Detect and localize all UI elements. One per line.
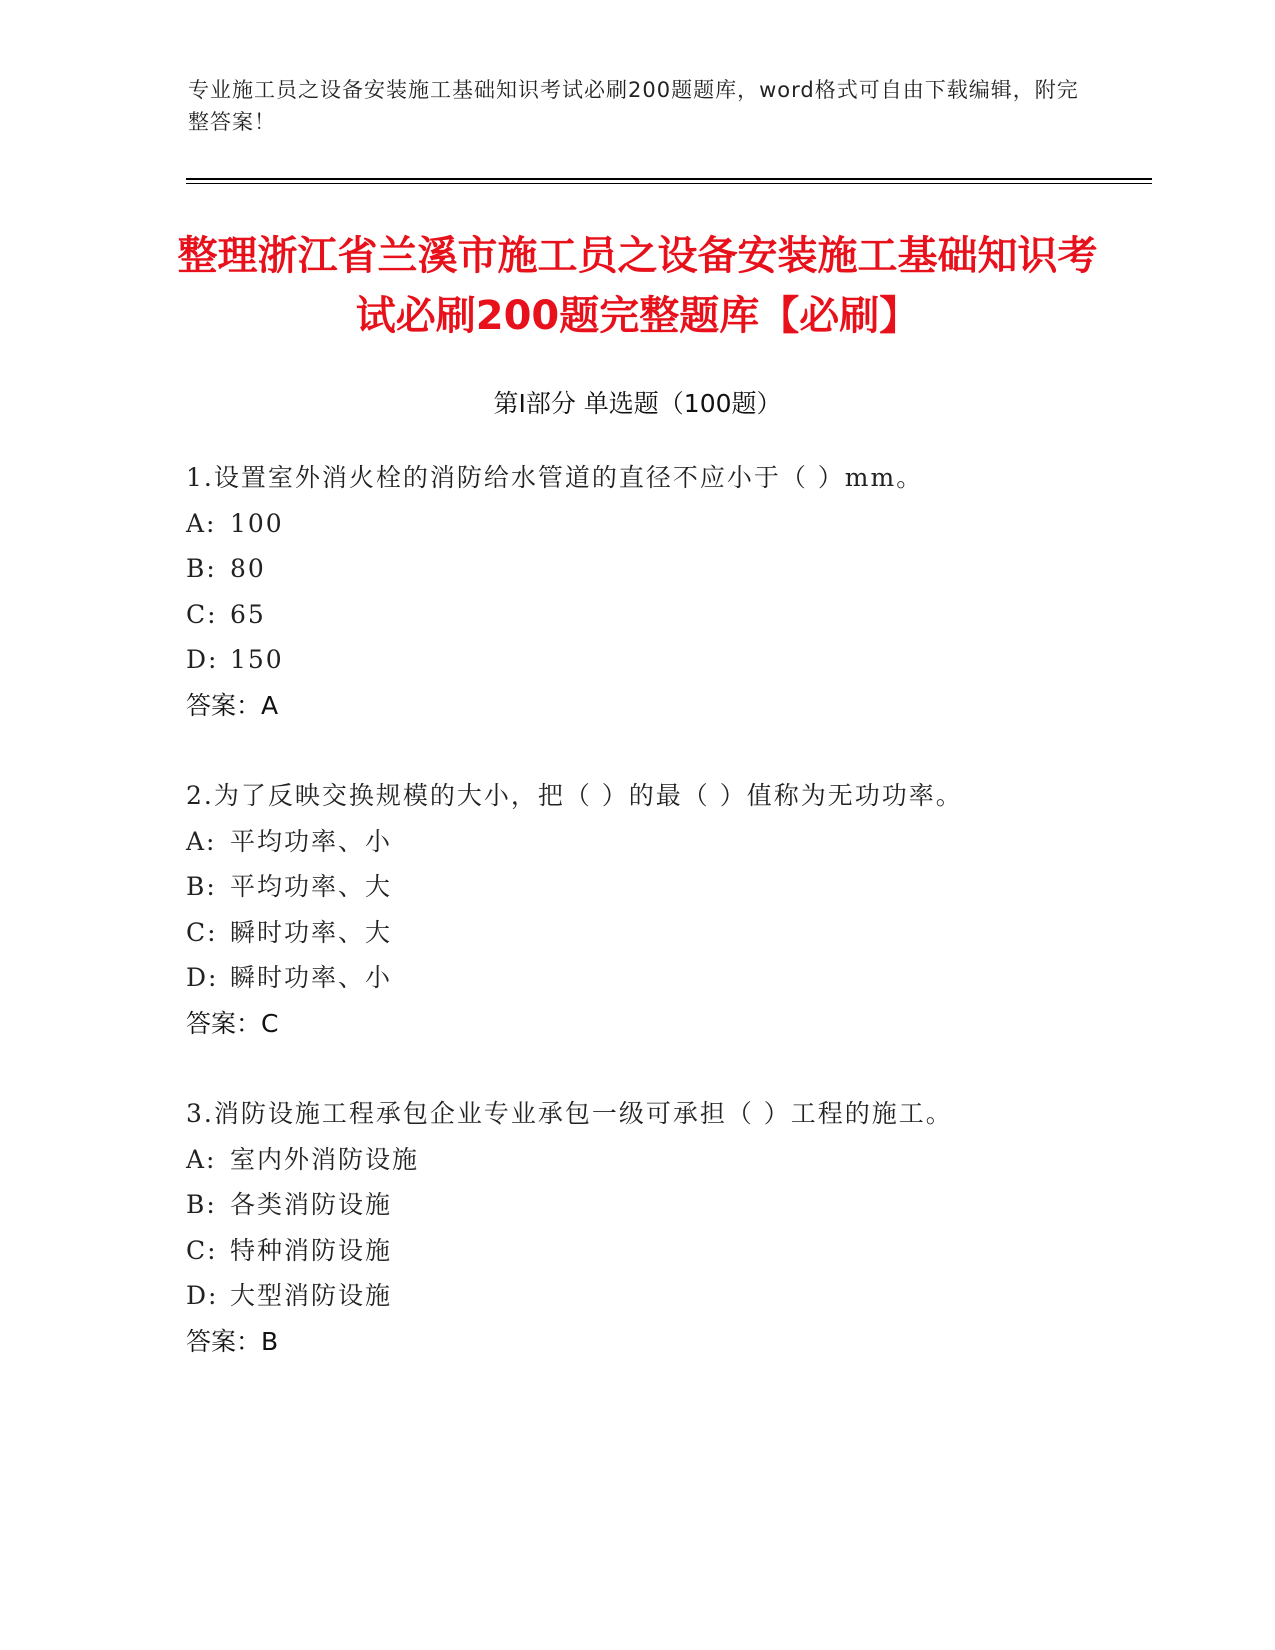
- answer-label: 答案：: [186, 1008, 262, 1038]
- answer-value: A: [261, 690, 279, 720]
- option-key: B:: [186, 872, 217, 901]
- option-d: [186, 955, 1146, 1001]
- header-rule-thick: [186, 178, 1152, 180]
- answer-label: 答案：: [186, 1326, 262, 1356]
- option-a: [186, 1137, 1146, 1183]
- option-text: 平均功率、大: [230, 872, 393, 901]
- option-c: [186, 592, 1146, 638]
- option-d: [186, 1273, 1146, 1319]
- question-stem: 1.设置室外消火栓的消防给水管道的直径不应小于（ ）mm。: [186, 463, 924, 492]
- answer-value: C: [261, 1008, 279, 1038]
- option-key: C:: [186, 917, 218, 947]
- answer-line: [186, 683, 1146, 729]
- option-text: 大型消防设施: [230, 1281, 393, 1310]
- option-text: 100: [230, 508, 284, 538]
- option-d: [186, 637, 1146, 683]
- header-note: 专业施工员之设备安装施工基础知识考试必刷200题题库，word格式可自由下载编辑，附完整答案！: [188, 78, 1079, 134]
- option-key: D:: [186, 963, 219, 992]
- answer-label: 答案：: [186, 690, 262, 720]
- option-b: [186, 864, 1146, 910]
- question-1: [186, 455, 1146, 728]
- option-key: A:: [186, 1144, 217, 1174]
- option-key: B:: [186, 554, 217, 583]
- option-text: 平均功率、小: [230, 826, 393, 856]
- option-key: B:: [186, 1190, 217, 1219]
- option-b: [186, 1182, 1146, 1228]
- document-title: 整理浙江省兰溪市施工员之设备安装施工基础知识考试必刷200题完整题库【必刷】: [177, 233, 1098, 339]
- option-a: [186, 819, 1146, 865]
- question-stem: 2.为了反映交换规模的大小，把（ ）的最（ ）值称为无功功率。: [186, 781, 963, 810]
- option-text: 各类消防设施: [230, 1190, 393, 1219]
- option-text: 室内外消防设施: [230, 1144, 420, 1174]
- section-heading: 第I部分 单选题（100题）: [493, 389, 782, 418]
- option-key: D:: [186, 1281, 219, 1310]
- answer-value: B: [261, 1326, 279, 1356]
- question-stem: 3.消防设施工程承包企业专业承包一级可承担（ ）工程的施工。: [186, 1099, 953, 1128]
- option-text: 瞬时功率、小: [230, 963, 393, 992]
- option-key: C:: [186, 599, 218, 629]
- option-key: C:: [186, 1235, 218, 1265]
- header-rule-thin: [186, 183, 1152, 184]
- answer-line: [186, 1001, 1146, 1047]
- option-text: 65: [230, 599, 266, 629]
- option-text: 80: [230, 554, 266, 583]
- option-b: [186, 546, 1146, 592]
- option-key: A:: [186, 826, 217, 856]
- question-2: [186, 773, 1146, 1046]
- option-c: [186, 1228, 1146, 1274]
- option-text: 瞬时功率、大: [230, 917, 393, 947]
- option-text: 150: [230, 645, 284, 674]
- option-text: 特种消防设施: [230, 1235, 393, 1265]
- option-key: A:: [186, 508, 217, 538]
- option-a: [186, 501, 1146, 547]
- answer-line: [186, 1319, 1146, 1365]
- option-c: [186, 910, 1146, 956]
- question-3: [186, 1091, 1146, 1364]
- option-key: D:: [186, 645, 219, 674]
